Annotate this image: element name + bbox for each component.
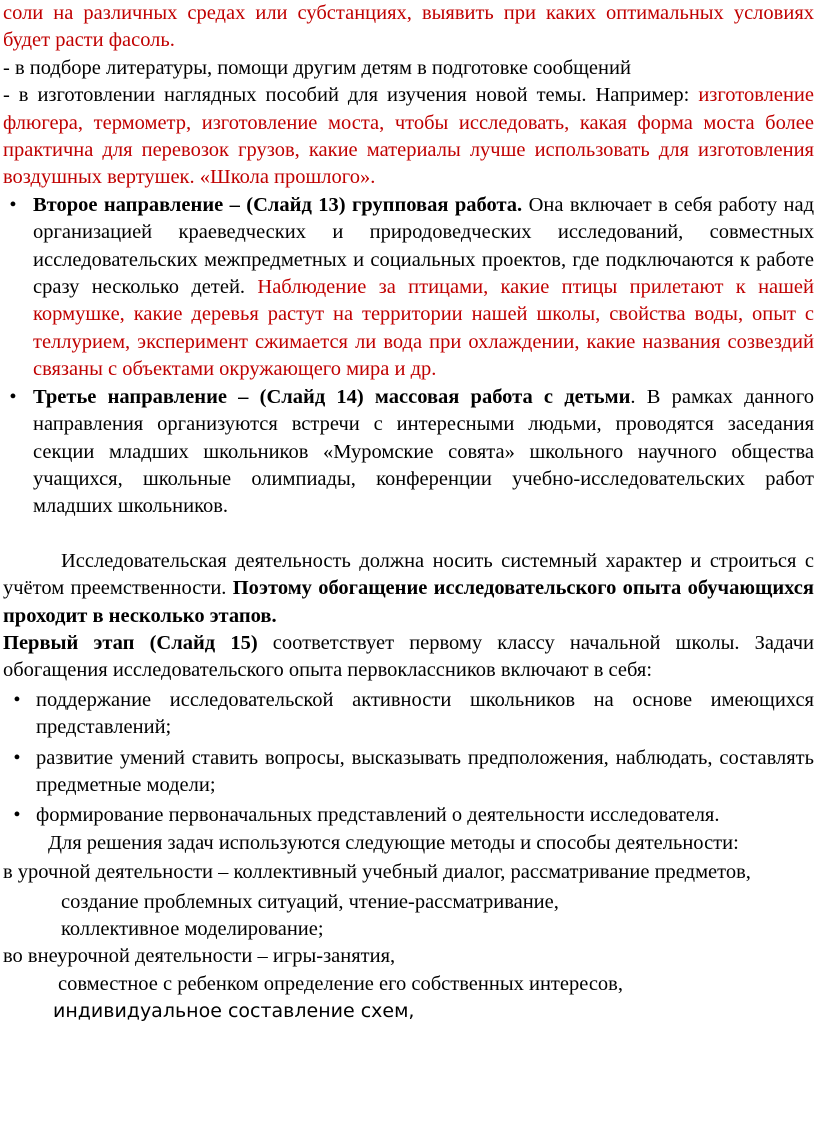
second-direction-heading: Второе направление – (Слайд 13) групповая работа. — [33, 193, 523, 216]
line-collective-modeling: коллективное моделирование; — [61, 918, 324, 940]
paragraph-lesson-activity: в урочной деятельности – коллективный учебный диалог, рассматривание предметов, — [3, 861, 751, 884]
systematic-bold: Поэтому обогащение исследовательского опыта обучающихся проходит в несколько этапов. — [3, 577, 814, 627]
line-problem-situations: создание проблемных ситуаций, чтение-рассматривание, — [61, 890, 559, 913]
bullet-icon: • — [13, 746, 21, 769]
first-stage-heading: Первый этап (Слайд 15) — [3, 631, 258, 654]
task-list — [3, 687, 814, 830]
line-joint-definition: совместное с ребенком определение его собственных интересов, — [58, 972, 623, 995]
second-direction-text: Она включает в себя работу над организацией краеведческих и природоведческих исследований, совместных исследовательских межпредметных и социальных проектов, где подключаются к работе сразу несколько детей. — [33, 193, 814, 299]
paragraph-experiment-continuation: соли на различных средах или субстанциях, выявить при каких оптимальных условиях будет расти фасоль. — [3, 2, 814, 52]
paragraph-visual-aids — [3, 82, 814, 192]
bullet-icon: • — [9, 385, 17, 408]
third-direction-heading: Третье направление – (Слайд 14) массовая работа с детьми — [33, 385, 631, 408]
third-direction-text: . В рамках данного направления организуются встречи с интересными людьми, проводятся заседания секции младших школьников «Муромские совята» школьного научного общества учащихся, школьные олимпиады, конференции учебно-исследовательских работ младших школьников. — [33, 385, 814, 518]
spacer — [3, 521, 814, 548]
list-item — [3, 687, 814, 742]
list-item — [3, 745, 814, 800]
line-extracurricular: во внеурочной деятельности – игры-занятия, — [3, 945, 396, 968]
task-text: развитие умений ставить вопросы, высказывать предположения, наблюдать, составлять предметные модели; — [36, 746, 814, 796]
paragraph-systematic-character — [3, 548, 814, 630]
task-text: формирование первоначальных представлений о деятельности исследователя. — [36, 804, 720, 827]
bullet-icon: • — [13, 688, 21, 711]
paragraph-first-stage — [3, 630, 814, 685]
task-text: поддержание исследовательской активности школьников на основе имеющихся представлений; — [36, 688, 814, 739]
visual-aids-examples: изготовление флюгера, термометр, изготовление моста, чтобы исследовать, какая форма моста более практична для перевозок грузов, какие материалы лучше использовать для изготовления воздушных вертушек. «Школа прошлого». — [3, 84, 814, 189]
paragraph-literature: - в подборе литературы, помощи другим детям в подготовке сообщений — [3, 56, 631, 79]
visual-aids-lead: - в изготовлении наглядных пособий для изучения новой темы. Например: — [3, 84, 699, 107]
bullet-icon: • — [13, 804, 21, 827]
bullet-icon: • — [9, 193, 17, 216]
bullet-second-direction — [3, 192, 814, 384]
systematic-text: Исследовательская деятельность должна носить системный характер и строиться с учётом преемственности. — [3, 549, 814, 600]
second-direction-examples: Наблюдение за птицами, какие птицы прилетают к нашей кормушке, какие деревья растут на территории нашей школы, свойства воды, опыт с теллурием, эксперимент сжимается ли вода при охлаждении, какие названия созвездий связаны с объектами окружающего мира и др. — [33, 276, 815, 381]
first-stage-text: соответствует первому классу начальной школы. Задачи обогащения исследовательского опыта первоклассников включают в себя: — [3, 631, 814, 682]
paragraph-methods: Для решения задач используются следующие методы и способы деятельности: — [48, 831, 739, 854]
line-individual-schemes: индивидуальное составление схем, — [53, 1000, 415, 1023]
bullet-third-direction — [3, 384, 814, 521]
list-item — [3, 802, 814, 829]
